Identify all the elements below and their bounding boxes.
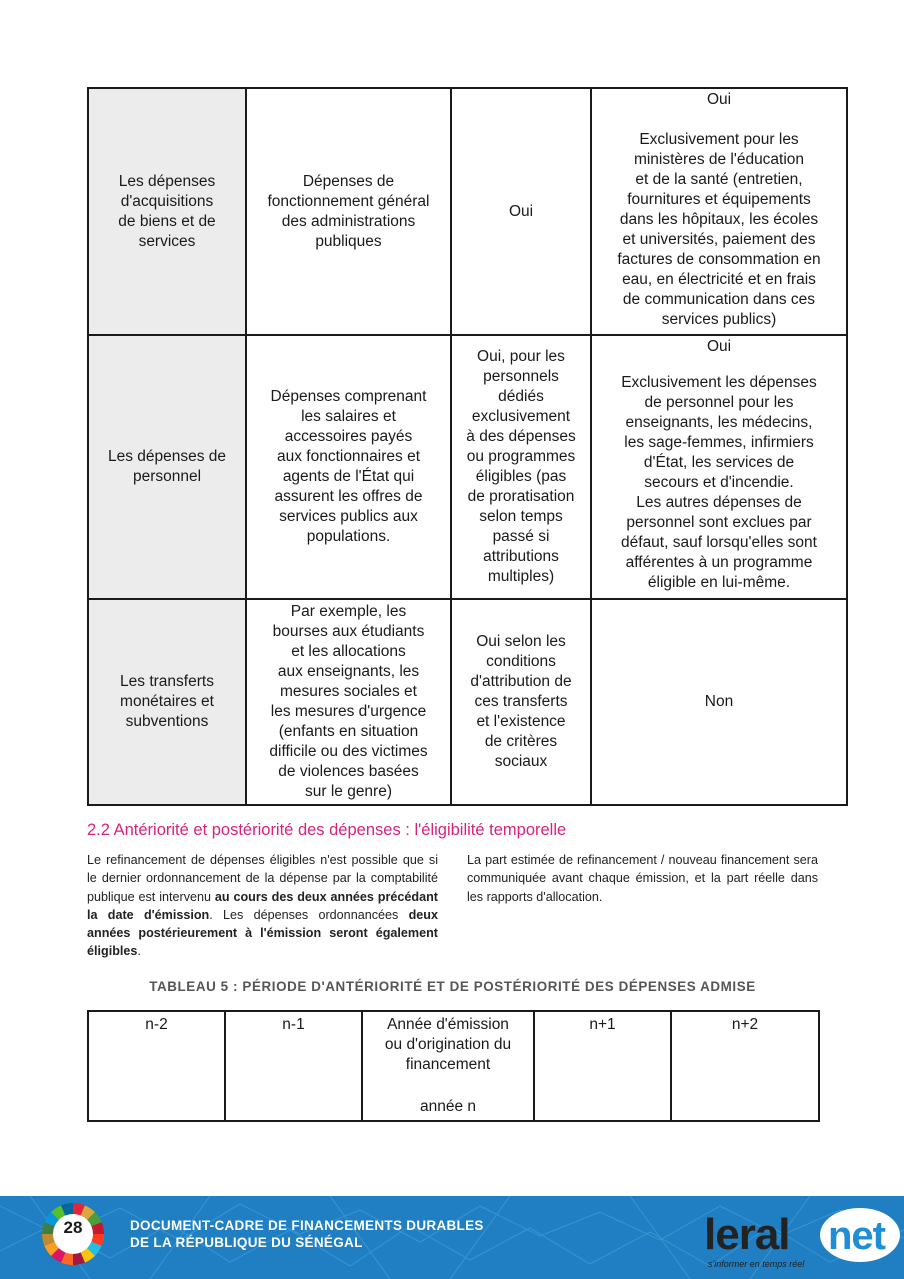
table-row (88, 1011, 819, 1121)
row-description: Par exemple, les bourses aux étudiants et les allocations aux enseignants, les mesures sociales et les mesures d'urgence (enfants en situation difficile ou des victimes de violences basées sur le genre) (246, 599, 451, 805)
eligibility-table (87, 87, 848, 806)
row-eligibility (591, 335, 847, 599)
row-eligibility: Non (591, 599, 847, 805)
row-category: Les dépenses de personnel (88, 335, 246, 599)
svg-text:s'informer en temps réel: s'informer en temps réel (708, 1259, 805, 1269)
row-refinancing: Oui, pour les personnels dédiés exclusivement à des dépenses ou programmes éligibles (pas de proratisation selon temps passé si attributions multiples) (451, 335, 591, 599)
emphasis-text: au cours des deux années précédant la date d'émission (87, 889, 438, 922)
row-eligibility (591, 88, 847, 335)
issuance-year-sub: année n (419, 1098, 477, 1115)
leral-net-logo (700, 1205, 900, 1273)
paragraph-text: . (137, 944, 141, 959)
svg-text:net: net (828, 1214, 885, 1258)
period-cell-n-minus-1: n-1 (225, 1011, 362, 1121)
svg-text:leral: leral (704, 1210, 790, 1259)
eligibility-head: Oui (706, 338, 732, 355)
left-paragraph (87, 851, 438, 961)
row-description: Dépenses comprenant les salaires et accessoires payés aux fonctionnaires et agents de l'État qui assurent les offres de services publics aux populations. (246, 335, 451, 599)
period-cell-n-plus-1: n+1 (534, 1011, 671, 1121)
footer-title-line: DE LA RÉPUBLIQUE DU SÉNÉGAL (130, 1235, 363, 1250)
period-cell-n-minus-2: n-2 (88, 1011, 225, 1121)
row-description: Dépenses de fonctionnement général des administrations publiques (246, 88, 451, 335)
table-row (88, 599, 847, 805)
section-title: 2.2 Antériorité et postériorité des dépenses : l'éligibilité temporelle (87, 821, 567, 839)
eligibility-head: Oui (706, 91, 732, 108)
table-caption: TABLEAU 5 : PÉRIODE D'ANTÉRIORITÉ ET DE POSTÉRIORITÉ DES DÉPENSES ADMISE (149, 979, 756, 994)
period-table (87, 1010, 820, 1122)
row-category: Les dépenses d'acquisitions de biens et de services (88, 88, 246, 335)
footer-title-line: DOCUMENT-CADRE DE FINANCEMENTS DURABLES (130, 1218, 484, 1233)
period-cell-n-plus-2: n+2 (671, 1011, 819, 1121)
row-category: Les transferts monétaires et subventions (88, 599, 246, 805)
paragraph-text: Le refinancement de dépenses éligibles n'est possible que si le dernier ordonnancement de la dépense par la comptabilité publique est intervenu (87, 853, 438, 904)
paragraph-text: . Les dépenses ordonnancées (209, 907, 409, 922)
table-row (88, 335, 847, 599)
right-paragraph: La part estimée de refinancement / nouveau financement sera communiquée avant chaque émission, et la part réelle dans les rapports d'allocation. (467, 853, 818, 904)
eligibility-body: Exclusivement pour les ministères de l'éducation et de la santé (entretien, fournitures et équipements dans les hôpitaux, les écoles et universités, paiement des factures de consommation en eau, en électricité et en frais de communication dans ces services publics) (617, 131, 821, 328)
eligibility-body: Exclusivement les dépenses de personnel pour les enseignants, les médecins, les sage-femmes, infirmiers d'État, les services de secours et d'incendie. Les autres dépenses de personnel sont exclues par défaut, sauf lorsqu'elles sont afférentes à un programme éligible en lui-même. (621, 374, 817, 591)
emphasis-text: deux années postérieurement à l'émission seront également éligibles (87, 907, 438, 959)
page-number: 28 (63, 1218, 83, 1237)
row-refinancing: Oui (451, 88, 591, 335)
footer-title (130, 1217, 484, 1251)
row-refinancing: Oui selon les conditions d'attribution de ces transferts et l'existence de critères sociaux (451, 599, 591, 805)
issuance-year-label: Année d'émission ou d'origination du financement (384, 1016, 512, 1073)
period-cell-issuance-year (362, 1011, 534, 1121)
table-row (88, 88, 847, 335)
